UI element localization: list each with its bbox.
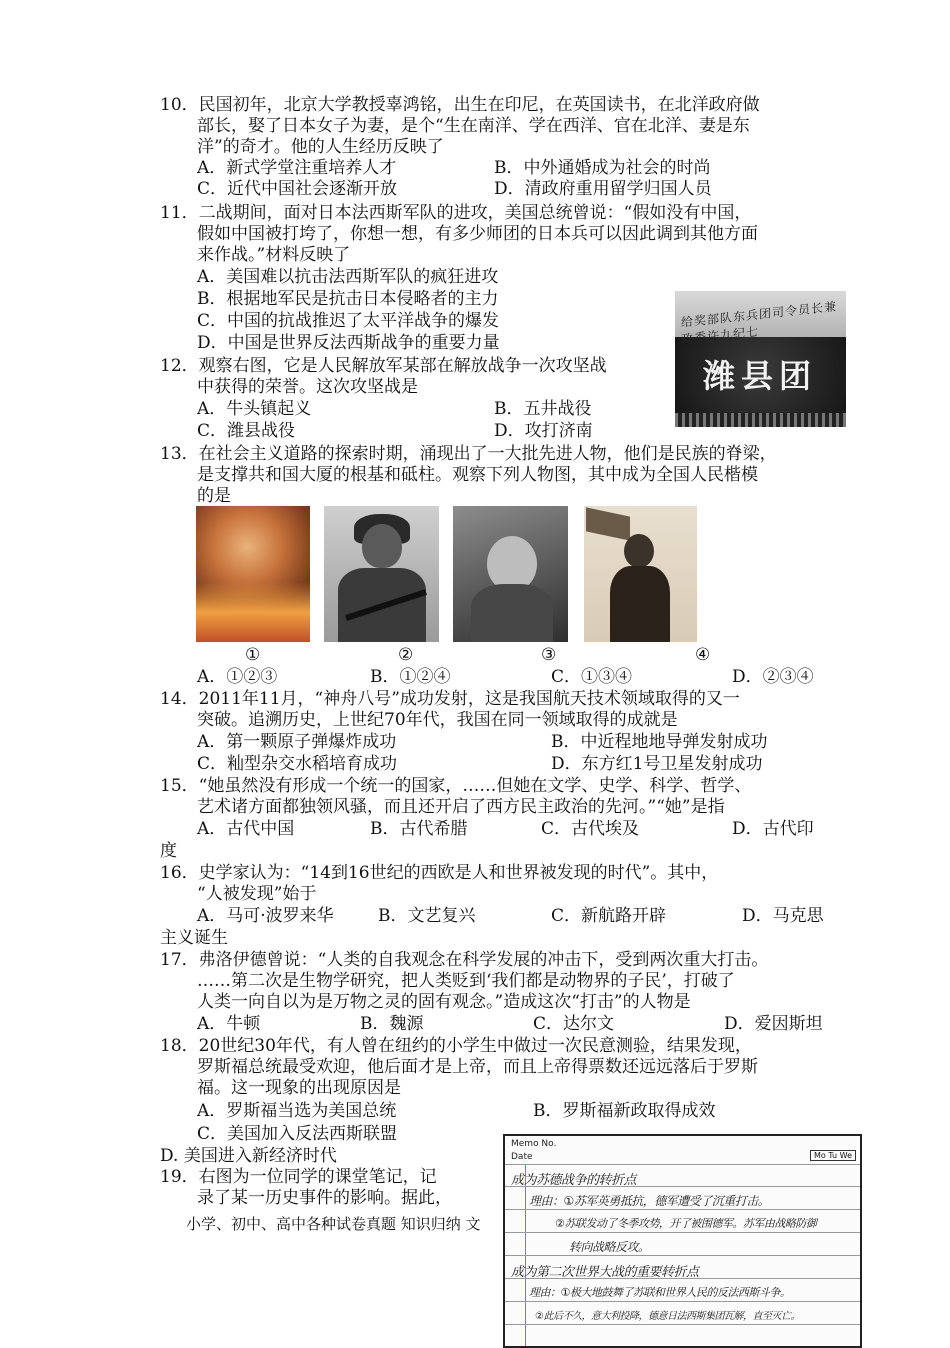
q11-option-a: A．美国难以抗击法西斯军队的疯狂进攻 [197, 267, 499, 287]
q12-line2: 中获得的荣誉。这次攻坚战是 [197, 377, 418, 397]
q11-line1: 11．二战期间，面对日本法西斯军队的进攻，美国总统曾说：“假如没有中国， [160, 203, 752, 223]
q12-option-b: B．五井战役 [494, 399, 592, 419]
page-footer: 小学、初中、高中各种试卷真题 知识归纳 文 [186, 1215, 481, 1233]
note-line-2: 理由：①苏军英勇抵抗，德军遭受了沉重打击。 [529, 1194, 770, 1208]
q16-option-c: C．新航路开辟 [551, 906, 667, 926]
figure-photo-2 [324, 506, 439, 642]
q11-line2: 假如中国被打垮了，你想一想，有多少师团的日本兵可以因此调到其他方面 [197, 224, 758, 244]
q17-option-b: B．魏源 [360, 1014, 424, 1034]
q18-line2: 罗斯福总统最受欢迎，他后面才是上帝，而且上帝得票数还远远落后于罗斯 [197, 1057, 758, 1077]
q14-option-b: B．中近程地地导弹发射成功 [551, 732, 768, 752]
q13-option-d: D．②③④ [732, 667, 814, 687]
q16-line1: 16．史学家认为：“14到16世纪的西欧是人和世界被发现的时代”。其中， [160, 863, 719, 883]
figure-label-1: ① [245, 645, 261, 665]
q17-line1: 17．弗洛伊德曾说：“人类的自我观念在科学发展的冲击下，受到两次重大打击。 [160, 950, 769, 970]
q17-line2: ……第二次是生物学研究，把人类贬到‘我们都是动物界的子民’，打破了 [197, 971, 735, 991]
q18-option-b: B．罗斯福新政取得成效 [533, 1101, 716, 1121]
q15-line2: 艺术诸方面都独领风骚，而且还开启了西方民主政治的先河。”“她”是指 [197, 797, 725, 817]
banner-main-text: 潍县团 [703, 357, 818, 395]
figure-photo-4 [584, 506, 697, 642]
q15-line1: 15．“她虽然没有形成一个统一的国家，……但她在文学、史学、科学、哲学、 [160, 776, 752, 796]
note-line-1: 成为苏德战争的转折点 [511, 1173, 637, 1188]
memo-label: Memo No. [511, 1139, 557, 1149]
q16-line2: “人被发现”始于 [197, 884, 317, 904]
q15-option-a: A．古代中国 [197, 819, 295, 839]
q14-option-a: A．第一颗原子弹爆炸成功 [197, 732, 397, 752]
q13-option-a: A．①②③ [197, 667, 278, 687]
q10-option-a: A．新式学堂注重培养人才 [197, 158, 397, 178]
q10-line2: 部长，娶了日本女子为妻，是个“生在南洋、学在西洋、官在北洋、妻是东 [197, 116, 750, 136]
q14-line1: 14．2011年11月，“神舟八号”成功发射，这是我国航天技术领域取得的又一 [160, 689, 740, 709]
note-line-7: ②此后不久，意大利投降，德意日法西斯集团瓦解，直至灭亡。 [535, 1311, 800, 1322]
banner-top-text: 给奖部队东兵团司令员长兼政委许九纪七 [681, 299, 838, 347]
q10-option-b: B．中外通婚成为社会的时尚 [494, 158, 711, 178]
class-notes-photo [503, 1134, 862, 1348]
weekday-label: Mo Tu We [810, 1150, 856, 1161]
note-line-6: 理由：①极大地鼓舞了苏联和世界人民的反法西斯斗争。 [529, 1286, 791, 1299]
q18-option-a: A．罗斯福当选为美国总统 [197, 1101, 397, 1121]
q13-line2: 是支撑共和国大厦的根基和砥柱。观察下列人物图，其中成为全国人民楷模 [197, 465, 758, 485]
q11-option-d: D．中国是世界反法西斯战争的重要力量 [197, 333, 500, 353]
q10-option-d: D．清政府重用留学归国人员 [494, 179, 712, 199]
q18-option-c: C．美国加入反法西斯联盟 [197, 1124, 398, 1144]
q11-line3: 来作战。”材料反映了 [197, 245, 351, 265]
q17-option-c: C．达尔文 [533, 1014, 615, 1034]
q11-option-b: B．根据地军民是抗击日本侵略者的主力 [197, 289, 499, 309]
q11-option-c: C．中国的抗战推迟了太平洋战争的爆发 [197, 311, 500, 331]
q18-line3: 福。这一现象的出现原因是 [197, 1078, 401, 1098]
q17-option-a: A．牛顿 [197, 1014, 261, 1034]
weixian-regiment-banner-photo [675, 291, 846, 427]
q14-option-d: D．东方红1号卫星发射成功 [551, 754, 763, 774]
note-line-3: ②苏联发动了冬季攻势，开了被围德军。苏军由战略防御 [555, 1217, 817, 1230]
figure-photo-1 [196, 506, 310, 642]
q12-option-d: D．攻打济南 [494, 421, 593, 441]
q15-option-c: C．古代埃及 [541, 819, 640, 839]
q12-option-c: C．潍县战役 [197, 421, 296, 441]
q12-line1: 12．观察右图，它是人民解放军某部在解放战争一次攻坚战 [160, 356, 607, 376]
q17-line3: 人类一向自以为是万物之灵的固有观念。”造成这次“打击”的人物是 [197, 992, 691, 1012]
q12-option-a: A．牛头镇起义 [197, 399, 312, 419]
q13-line3: 的是 [197, 486, 231, 506]
figure-label-4: ④ [695, 645, 711, 665]
q14-option-c: C．籼型杂交水稻培育成功 [197, 754, 398, 774]
q13-line1: 13．在社会主义道路的探索时期，涌现出了一大批先进人物，他们是民族的脊梁， [160, 444, 777, 464]
q17-option-d: D．爱因斯坦 [724, 1014, 823, 1034]
q14-line2: 突破。追溯历史，上世纪70年代，我国在同一领域取得的成就是 [197, 710, 678, 730]
figure-photo-3 [453, 506, 568, 642]
note-line-4: 转向战略反攻。 [569, 1240, 650, 1254]
q16-option-d: D．马克思 [742, 906, 824, 926]
q10-option-c: C．近代中国社会逐渐开放 [197, 179, 398, 199]
q16-option-d-wrap: 主义诞生 [160, 928, 228, 948]
q15-option-d: D．古代印 [732, 819, 814, 839]
figure-label-3: ③ [541, 645, 557, 665]
q18-line1: 18．20世纪30年代，有人曾在纽约的小学生中做过一次民意测验，结果发现， [160, 1036, 752, 1056]
figure-label-2: ② [398, 645, 414, 665]
q10-line3: 洋”的奇才。他的人生经历反映了 [197, 137, 444, 157]
q13-option-b: B．①②④ [370, 667, 451, 687]
q10-line1: 10．民国初年，北京大学教授辜鸿铭，出生在印尼，在英国读书，在北洋政府做 [160, 95, 760, 115]
q16-option-b: B．文艺复兴 [378, 906, 476, 926]
q15-option-d-wrap: 度 [160, 841, 177, 861]
q19-line1: 19．右图为一位同学的课堂笔记，记 [160, 1167, 437, 1187]
q15-option-b: B．古代希腊 [370, 819, 468, 839]
note-line-5: 成为第二次世界大战的重要转折点 [511, 1265, 699, 1280]
date-label: Date [511, 1152, 533, 1162]
q16-option-a: A．马可·波罗来华 [197, 906, 334, 926]
q19-line2: 录了某一历史事件的影响。据此， [197, 1188, 452, 1208]
q18-option-d: D. 美国进入新经济时代 [160, 1146, 337, 1166]
q13-option-c: C．①③④ [551, 667, 633, 687]
